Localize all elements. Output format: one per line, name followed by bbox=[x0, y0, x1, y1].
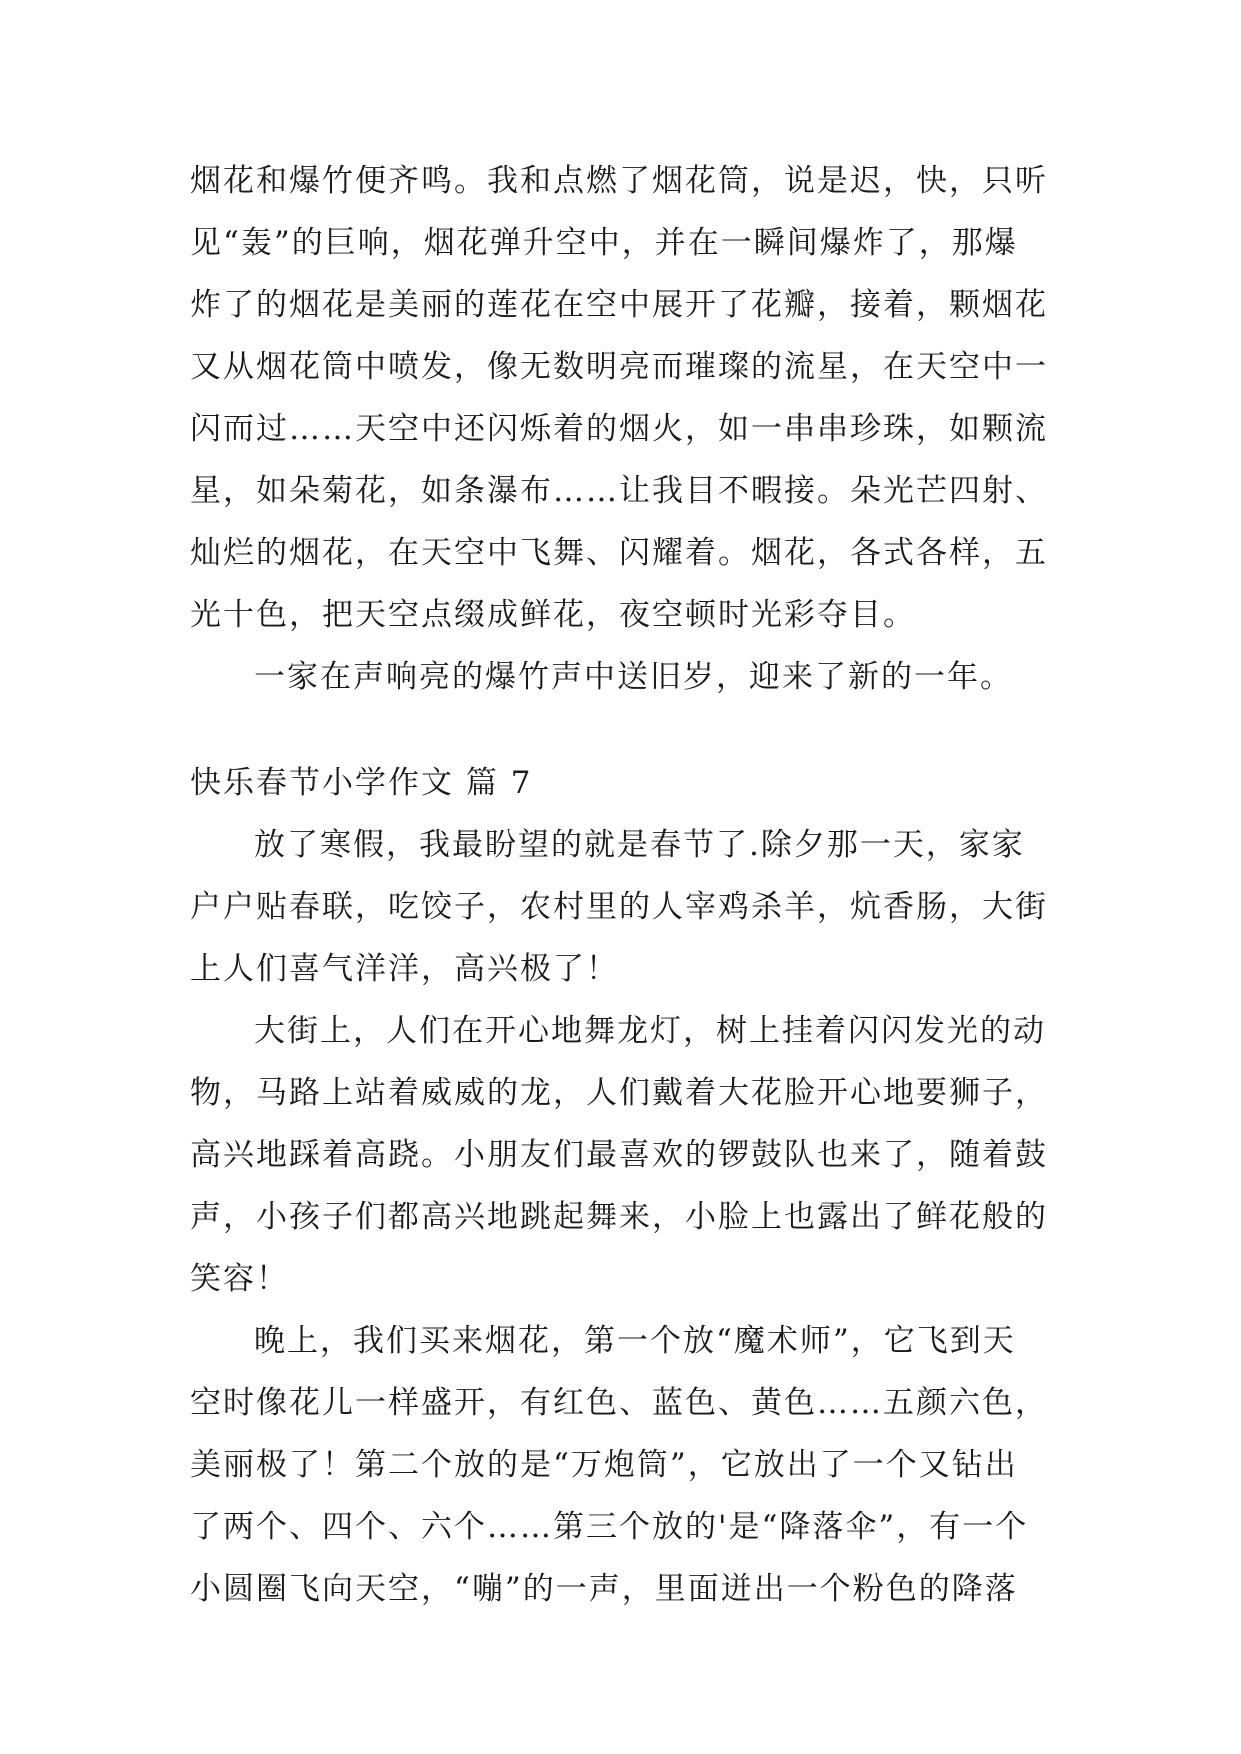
paragraph-continuation bbox=[190, 150, 1070, 646]
text-line: 星，如朵菊花，如条瀑布……让我目不暇接。朵光芒四射、 bbox=[190, 473, 1048, 509]
paragraph-closing bbox=[190, 646, 1070, 708]
text-line: 笑容！ bbox=[190, 1261, 289, 1297]
section-spacer bbox=[190, 708, 1070, 752]
text-line: 上人们喜气洋洋，高兴极了！ bbox=[190, 951, 619, 987]
text-line: 烟花和爆竹便齐鸣。我和点燃了烟花筒，说是迟，快，只听 bbox=[190, 163, 1048, 199]
text-line: 美丽极了！第二个放的是“万炮筒”，它放出了一个又钻出 bbox=[190, 1447, 1018, 1483]
text-line: 了两个、四个、六个……第三个放的'是“降落伞”，有一个 bbox=[190, 1509, 1029, 1545]
text-line: 灿烂的烟花，在天空中飞舞、闪耀着。烟花，各式各样，五 bbox=[190, 535, 1048, 571]
text-line: 见“轰”的巨响，烟花弹升空中，并在一瞬间爆炸了，那爆 bbox=[190, 225, 1018, 261]
paragraph-2 bbox=[190, 1000, 1070, 1310]
section-title: 快乐春节小学作文 篇 7 bbox=[190, 765, 533, 801]
paragraph-3 bbox=[190, 1310, 1070, 1620]
text-line: 光十色，把天空点缀成鲜花，夜空顿时光彩夺目。 bbox=[190, 597, 916, 633]
text-line: 一家在声响亮的爆竹声中送旧岁，迎来了新的一年。 bbox=[254, 659, 1013, 695]
text-line: 高兴地踩着高跷。小朋友们最喜欢的锣鼓队也来了，随着鼓 bbox=[190, 1137, 1048, 1173]
text-line: 又从烟花筒中喷发，像无数明亮而璀璨的流星，在天空中一 bbox=[190, 349, 1048, 385]
text-line: 声，小孩子们都高兴地跳起舞来，小脸上也露出了鲜花般的 bbox=[190, 1199, 1048, 1235]
text-line: 空时像花儿一样盛开，有红色、蓝色、黄色……五颜六色， bbox=[190, 1385, 1048, 1421]
paragraph-1 bbox=[190, 814, 1070, 1000]
document-body bbox=[190, 150, 1070, 1620]
text-line: 炸了的烟花是美丽的莲花在空中展开了花瓣，接着，颗烟花 bbox=[190, 287, 1048, 323]
text-line: 户户贴春联，吃饺子，农村里的人宰鸡杀羊，炕香肠，大街 bbox=[190, 889, 1048, 925]
text-line: 小圆圈飞向天空，“嘣”的一声，里面迸出一个粉色的降落 bbox=[190, 1571, 1018, 1607]
text-line: 闪而过……天空中还闪烁着的烟火，如一串串珍珠，如颗流 bbox=[190, 411, 1048, 447]
text-line: 晚上，我们买来烟花，第一个放“魔术师”，它飞到天 bbox=[254, 1323, 1016, 1359]
text-line: 放了寒假，我最盼望的就是春节了.除夕那一天，家家 bbox=[254, 827, 1025, 863]
text-line: 大街上，人们在开心地舞龙灯，树上挂着闪闪发光的动 bbox=[254, 1013, 1046, 1049]
text-line: 物，马路上站着威威的龙，人们戴着大花脸开心地要狮子， bbox=[190, 1075, 1048, 1111]
